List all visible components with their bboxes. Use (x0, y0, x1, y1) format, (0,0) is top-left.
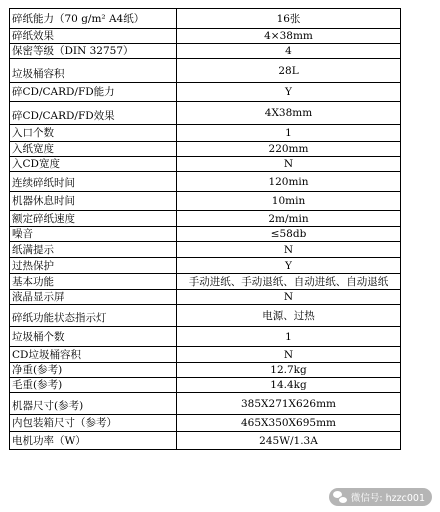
spec-row (10, 157, 401, 172)
spec-label: 净重(参考) (10, 363, 177, 378)
spec-label: 机器休息时间 (10, 192, 177, 211)
spec-label: 纸满提示 (10, 242, 177, 258)
spec-label: 入纸宽度 (10, 142, 177, 157)
spec-row (10, 393, 401, 415)
spec-value: 16张 (177, 9, 401, 29)
spec-value: N (177, 290, 401, 305)
spec-label: 垃圾桶个数 (10, 327, 177, 347)
spec-label: 保密等级（DIN 32757） (10, 44, 177, 59)
spec-label: 基本功能 (10, 274, 177, 290)
spec-value: 4X38mm (177, 102, 401, 125)
spec-value: 12.7kg (177, 363, 401, 378)
spec-label: 毛重(参考) (10, 378, 177, 393)
spec-row (10, 142, 401, 157)
spec-row (10, 290, 401, 305)
spec-label: 碎纸能力（70 g/m² A4纸） (10, 9, 177, 29)
spec-row (10, 227, 401, 242)
spec-label: 碎纸功能状态指示灯 (10, 305, 177, 327)
spec-value: 电源、过热 (177, 305, 401, 327)
spec-label: 入CD宽度 (10, 157, 177, 172)
spec-label: 液晶显示屏 (10, 290, 177, 305)
spec-row (10, 363, 401, 378)
spec-label: 机器尺寸(参考) (10, 393, 177, 415)
spec-row (10, 258, 401, 274)
spec-value: Y (177, 258, 401, 274)
spec-row (10, 327, 401, 347)
spec-value: 4×38mm (177, 29, 401, 44)
spec-row (10, 44, 401, 59)
spec-row (10, 415, 401, 432)
spec-row (10, 9, 401, 29)
spec-label: 连续碎纸时间 (10, 172, 177, 192)
spec-value: 10min (177, 192, 401, 211)
spec-label: 碎CD/CARD/FD能力 (10, 83, 177, 102)
spec-row (10, 432, 401, 450)
spec-label: 入口个数 (10, 125, 177, 142)
spec-value: 2m/min (177, 211, 401, 227)
spec-label: 内包装箱尺寸（参考） (10, 415, 177, 432)
spec-value: 14.4kg (177, 378, 401, 393)
spec-table-body (10, 9, 401, 450)
spec-value: N (177, 242, 401, 258)
wechat-watermark (329, 488, 432, 506)
spec-value: Y (177, 83, 401, 102)
spec-value: 385X271X626mm (177, 393, 401, 415)
spec-label: 电机功率（W） (10, 432, 177, 450)
spec-row (10, 242, 401, 258)
spec-row (10, 172, 401, 192)
spec-row (10, 102, 401, 125)
spec-label: 垃圾桶容积 (10, 59, 177, 83)
spec-row (10, 29, 401, 44)
spec-value: N (177, 157, 401, 172)
spec-value: 手动进纸、手动退纸、自动进纸、自动退纸 (177, 274, 401, 290)
spec-row (10, 378, 401, 393)
spec-row (10, 211, 401, 227)
spec-label: 碎CD/CARD/FD效果 (10, 102, 177, 125)
spec-row (10, 347, 401, 363)
spec-value: N (177, 347, 401, 363)
spec-row (10, 83, 401, 102)
spec-value: 4 (177, 44, 401, 59)
spec-row (10, 274, 401, 290)
spec-value: 28L (177, 59, 401, 83)
wechat-icon (333, 491, 347, 503)
spec-value: 465X350X695mm (177, 415, 401, 432)
spec-value: ≤58db (177, 227, 401, 242)
spec-label: CD垃圾桶容积 (10, 347, 177, 363)
spec-row (10, 305, 401, 327)
spec-value: 245W/1.3A (177, 432, 401, 450)
spec-value: 1 (177, 327, 401, 347)
watermark-text: 微信号: hzzc001 (350, 493, 425, 504)
spec-row (10, 192, 401, 211)
spec-row (10, 125, 401, 142)
spec-value: 120min (177, 172, 401, 192)
spec-value: 220mm (177, 142, 401, 157)
spec-label: 过热保护 (10, 258, 177, 274)
spec-label: 碎纸效果 (10, 29, 177, 44)
spec-value: 1 (177, 125, 401, 142)
spec-label: 额定碎纸速度 (10, 211, 177, 227)
spec-row (10, 59, 401, 83)
spec-table (9, 8, 401, 450)
spec-label: 噪音 (10, 227, 177, 242)
